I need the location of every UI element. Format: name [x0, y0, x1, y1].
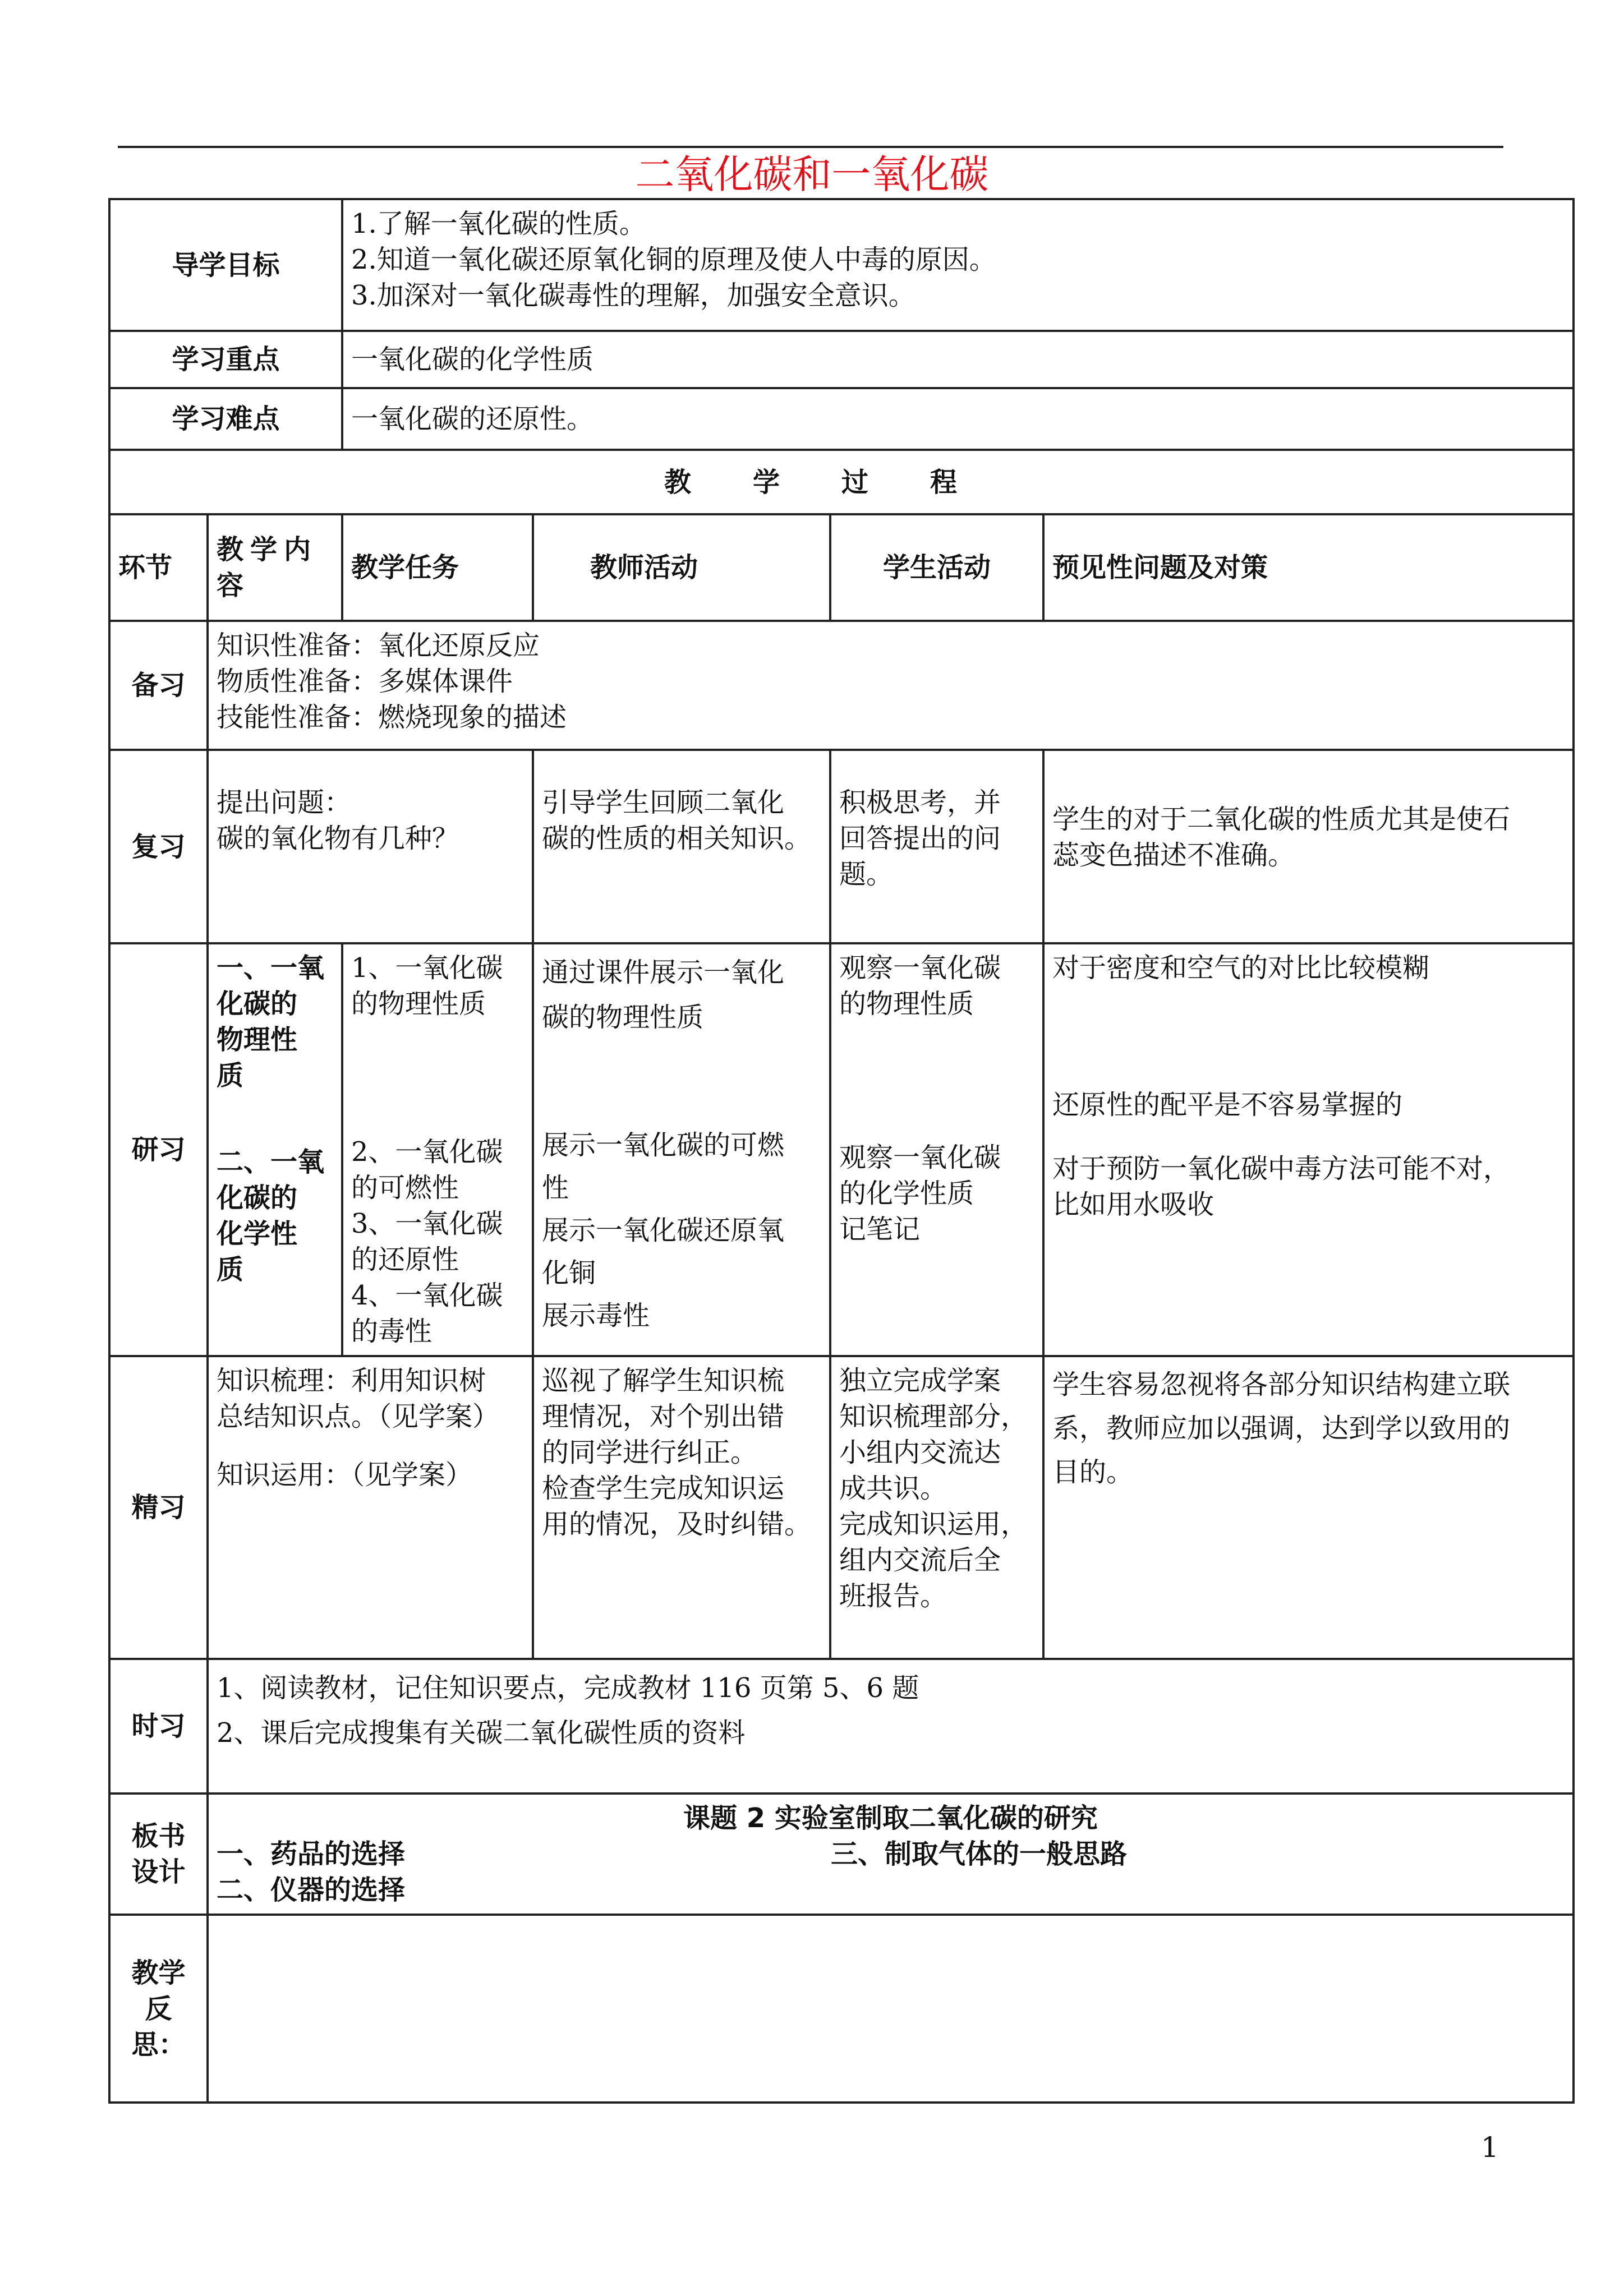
- homework-line: 1、阅读教材，记住知识要点，完成教材 116 页第 5、6 题: [217, 1672, 919, 1704]
- practice-task-line: 知识梳理：利用知识树: [217, 1365, 486, 1396]
- practice-teacher-line: 检查学生完成知识运: [542, 1473, 785, 1504]
- header-problems: 预见性问题及对策: [1043, 514, 1574, 621]
- board-item: 三、制取气体的一般思路: [830, 1838, 1127, 1870]
- study-content-line: 化碳的: [217, 1182, 298, 1214]
- review-student-line: 题。: [839, 859, 894, 890]
- study-task-line: 的还原性: [351, 1244, 459, 1275]
- board-title: 课题 2 实验室制取二氧化碳的研究: [683, 1802, 1098, 1834]
- review-student-line: 积极思考，并: [839, 787, 1001, 818]
- practice-teacher-line: 的同学进行纠正。: [542, 1437, 758, 1468]
- page-title: 二氧化碳和一氧化碳: [635, 151, 989, 197]
- practice-student-line: 独立完成学案: [839, 1365, 1001, 1396]
- goal-item: 1.了解一氧化碳的性质。: [351, 208, 646, 239]
- practice-teacher-line: 用的情况，及时纠错。: [542, 1509, 812, 1540]
- review-teacher-line: 引导学生回顾二氧化: [542, 787, 785, 818]
- study-teacher-line: 展示毒性: [542, 1300, 650, 1331]
- study-teacher: [533, 943, 830, 1356]
- preview-row: [109, 621, 1574, 750]
- study-problems-line: 比如用水吸收: [1052, 1189, 1214, 1220]
- practice-student-line: 小组内交流达: [839, 1437, 1001, 1468]
- study-label: 研习: [109, 943, 208, 1356]
- difficulty-label: 学习难点: [109, 388, 342, 450]
- review-teacher: [533, 750, 830, 943]
- study-task-line: 2、一氧化碳: [351, 1136, 503, 1168]
- practice-student-line: 组内交流后全: [839, 1545, 1001, 1576]
- study-task-line: 3、一氧化碳: [351, 1208, 503, 1239]
- goals-row: [109, 199, 1574, 331]
- key-point-label: 学习重点: [109, 331, 342, 388]
- study-teacher-line: 碳的物理性质: [542, 1002, 704, 1033]
- review-row: [109, 750, 1574, 943]
- practice-problems: [1043, 1356, 1574, 1659]
- review-problems: [1043, 750, 1574, 943]
- key-point-row: [109, 331, 1574, 388]
- practice-student-line: 完成知识运用，: [839, 1509, 1028, 1540]
- practice-label: 精习: [109, 1356, 208, 1659]
- study-task-line: 的物理性质: [351, 988, 486, 1020]
- study-content-line: 物理性: [217, 1024, 298, 1055]
- top-rule: [118, 146, 1503, 148]
- board-label: 板书设计: [109, 1794, 208, 1915]
- process-title: 教学过程: [109, 450, 1574, 514]
- preview-line: 物质性准备：多媒体课件: [217, 666, 513, 697]
- study-content-line: 化学性: [217, 1218, 298, 1250]
- practice-teacher-line: 理情况，对个别出错: [542, 1401, 785, 1432]
- header-teacher: 教师活动: [533, 514, 830, 621]
- header-student: 学生活动: [830, 514, 1043, 621]
- reflection-label: 教学反思：: [109, 1915, 208, 2103]
- review-problems-line: 蕊变色描述不准确。: [1052, 840, 1295, 871]
- review-label: 复习: [109, 750, 208, 943]
- study-problems: [1043, 943, 1574, 1356]
- process-title-row: [109, 450, 1574, 514]
- practice-student: [830, 1356, 1043, 1659]
- review-task-line: 提出问题：: [217, 787, 352, 818]
- board-item: 一、药品的选择: [217, 1838, 406, 1870]
- study-teacher-line: 性: [542, 1172, 569, 1204]
- difficulty-text: 一氧化碳的还原性。: [342, 388, 1574, 450]
- header-task: 教学任务: [342, 514, 533, 621]
- review-teacher-line: 碳的性质的相关知识。: [542, 823, 812, 854]
- study-teacher-line: 展示一氧化碳的可燃: [542, 1129, 785, 1161]
- study-row: [109, 943, 1574, 1356]
- study-student-line: 的物理性质: [839, 988, 974, 1020]
- study-student-line: 的化学性质: [839, 1178, 974, 1209]
- practice-problems-line: 系，教师应加以强调，达到学以致用的: [1052, 1413, 1511, 1444]
- study-student-line: 记笔记: [839, 1214, 921, 1245]
- homework-label: 时习: [109, 1659, 208, 1794]
- practice-task: [208, 1356, 533, 1659]
- study-content-line: 二、一氧: [217, 1146, 325, 1178]
- study-task-line: 的可燃性: [351, 1172, 459, 1204]
- practice-student-line: 知识梳理部分，: [839, 1401, 1028, 1432]
- study-task-line: 1、一氧化碳: [351, 952, 503, 984]
- homework-row: [109, 1659, 1574, 1794]
- reflection-content: [208, 1915, 1574, 2103]
- study-student-line: 观察一氧化碳: [839, 1142, 1001, 1173]
- header-stage: 环节: [109, 514, 208, 621]
- practice-problems-line: 学生容易忽视将各部分知识结构建立联: [1052, 1369, 1511, 1400]
- reflection-row: [109, 1915, 1574, 2103]
- preview-content: [208, 621, 1574, 750]
- study-content-line: 化碳的: [217, 988, 298, 1020]
- header-content: 教学内容: [208, 514, 342, 621]
- preview-line: 技能性准备：燃烧现象的描述: [217, 702, 567, 733]
- key-point-text: 一氧化碳的化学性质: [342, 331, 1574, 388]
- study-problems-line: 对于预防一氧化碳中毒方法可能不对，: [1052, 1153, 1511, 1184]
- study-problems-line: 对于密度和空气的对比比较模糊: [1052, 952, 1430, 984]
- page-number: 1: [1481, 2131, 1499, 2164]
- difficulty-row: [109, 388, 1574, 450]
- study-content-line: 一、一氧: [217, 952, 325, 984]
- goal-item: 3.加深对一氧化碳毒性的理解，加强安全意识。: [351, 280, 915, 311]
- goal-item: 2.知道一氧化碳还原氧化铜的原理及使人中毒的原因。: [351, 244, 996, 275]
- preview-label: 备习: [109, 621, 208, 750]
- study-task: [342, 943, 533, 1356]
- study-student-line: 观察一氧化碳: [839, 952, 1001, 984]
- practice-problems-line: 目的。: [1052, 1456, 1134, 1488]
- practice-student-line: 成共识。: [839, 1473, 947, 1504]
- study-teacher-line: 展示一氧化碳还原氧: [542, 1215, 785, 1246]
- review-task: [208, 750, 533, 943]
- study-teacher-line: 通过课件展示一氧化: [542, 957, 785, 988]
- practice-teacher: [533, 1356, 830, 1659]
- practice-teacher-line: 巡视了解学生知识梳: [542, 1365, 785, 1396]
- study-task-line: 4、一氧化碳: [351, 1280, 503, 1311]
- practice-row: [109, 1356, 1574, 1659]
- study-problems-line: 还原性的配平是不容易掌握的: [1052, 1089, 1403, 1121]
- board-row: [109, 1794, 1574, 1915]
- preview-line: 知识性准备：氧化还原反应: [217, 630, 540, 661]
- study-content-line: 质: [217, 1060, 244, 1091]
- homework-content: [208, 1659, 1574, 1794]
- review-student-line: 回答提出的问: [839, 823, 1001, 854]
- practice-task-line: 知识运用：（见学案）: [217, 1459, 473, 1491]
- practice-student-line: 班报告。: [839, 1580, 947, 1612]
- lesson-plan-table: [108, 198, 1575, 2104]
- goals-label: 导学目标: [109, 199, 342, 331]
- review-task-line: 碳的氧化物有几种？: [217, 823, 459, 854]
- study-task-line: 的毒性: [351, 1316, 433, 1347]
- board-content: [208, 1794, 1574, 1915]
- board-item: 二、仪器的选择: [217, 1874, 406, 1906]
- study-content: [208, 943, 342, 1356]
- review-problems-line: 学生的对于二氧化碳的性质尤其是使石: [1052, 804, 1511, 835]
- review-student: [830, 750, 1043, 943]
- practice-task-line: 总结知识点。（见学案）: [217, 1401, 500, 1432]
- study-student: [830, 943, 1043, 1356]
- study-content-line: 质: [217, 1254, 244, 1285]
- study-teacher-line: 化铜: [542, 1257, 596, 1289]
- homework-line: 2、课后完成搜集有关碳二氧化碳性质的资料: [217, 1717, 746, 1749]
- goals-content: [342, 199, 1574, 331]
- header-row: [109, 514, 1574, 621]
